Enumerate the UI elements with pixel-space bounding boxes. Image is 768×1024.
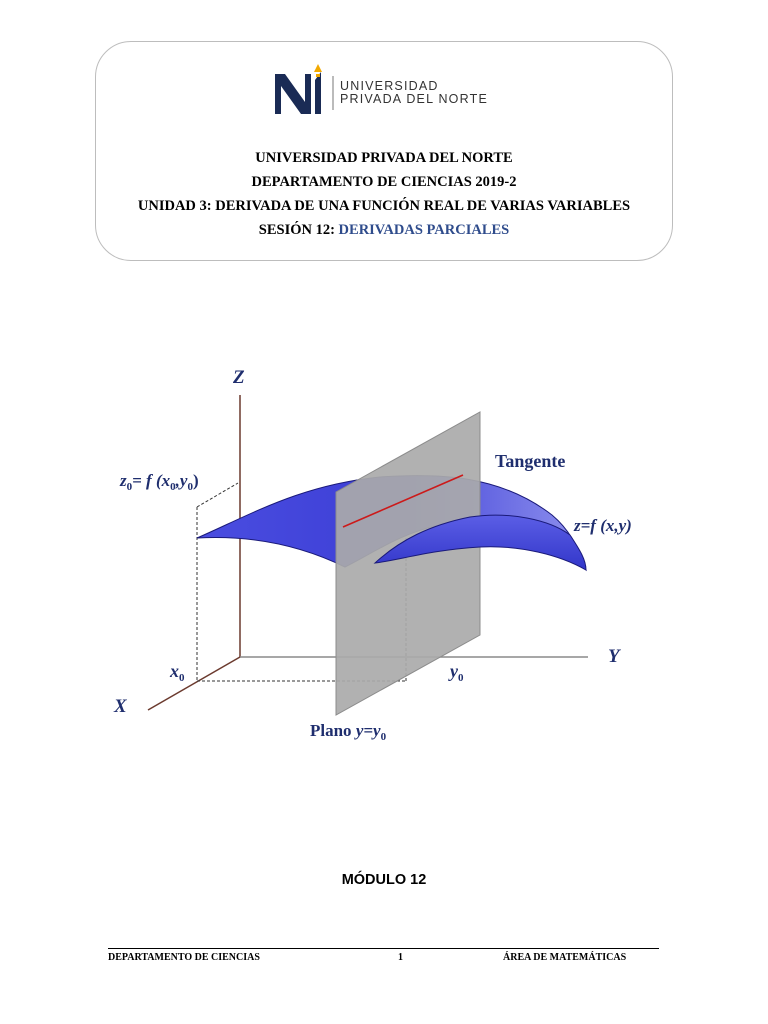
logo-line-1: UNIVERSIDAD bbox=[340, 79, 439, 93]
partial-derivative-figure bbox=[100, 355, 660, 755]
logo-line-2: PRIVADA DEL NORTE bbox=[340, 92, 488, 106]
label-surface: z=f (x,y) bbox=[574, 516, 632, 535]
label-tangent: Tangente bbox=[495, 451, 566, 471]
footer-page-number: 1 bbox=[398, 952, 403, 963]
session-label: SESIÓN 12: bbox=[258, 222, 335, 238]
session-topic: DERIVADAS PARCIALES bbox=[338, 222, 510, 238]
logo-n-mark bbox=[275, 64, 322, 114]
x-axis bbox=[148, 657, 240, 710]
department-title: DEPARTAMENTO DE CIENCIAS 2019-2 bbox=[251, 174, 517, 190]
label-x0: $x_0$ bbox=[170, 661, 185, 684]
label-x-axis: X bbox=[114, 696, 127, 717]
label-y0: $y_0$ bbox=[450, 661, 464, 684]
footer-department: DEPARTAMENTO DE CIENCIAS bbox=[108, 952, 260, 963]
logo-wordmark bbox=[340, 80, 488, 106]
unit-title: UNIDAD 3: DERIVADA DE UNA FUNCIÓN REAL DE VARIAS VARIABLES bbox=[137, 198, 631, 214]
plane-y-y0 bbox=[336, 412, 480, 715]
label-z0: $z_0= f$ $(x_0,y_0)$ bbox=[120, 471, 199, 493]
footer-area: ÁREA DE MATEMÁTICAS bbox=[503, 952, 627, 963]
label-y-axis: Y bbox=[608, 646, 620, 667]
label-z-axis: Z bbox=[233, 367, 245, 388]
module-title: MÓDULO 12 bbox=[341, 872, 427, 888]
footer-divider bbox=[108, 948, 659, 949]
label-plane: Plano $y=y_0$ bbox=[310, 721, 387, 743]
session-title bbox=[0, 222, 768, 239]
university-title: UNIVERSIDAD PRIVADA DEL NORTE bbox=[255, 150, 513, 166]
